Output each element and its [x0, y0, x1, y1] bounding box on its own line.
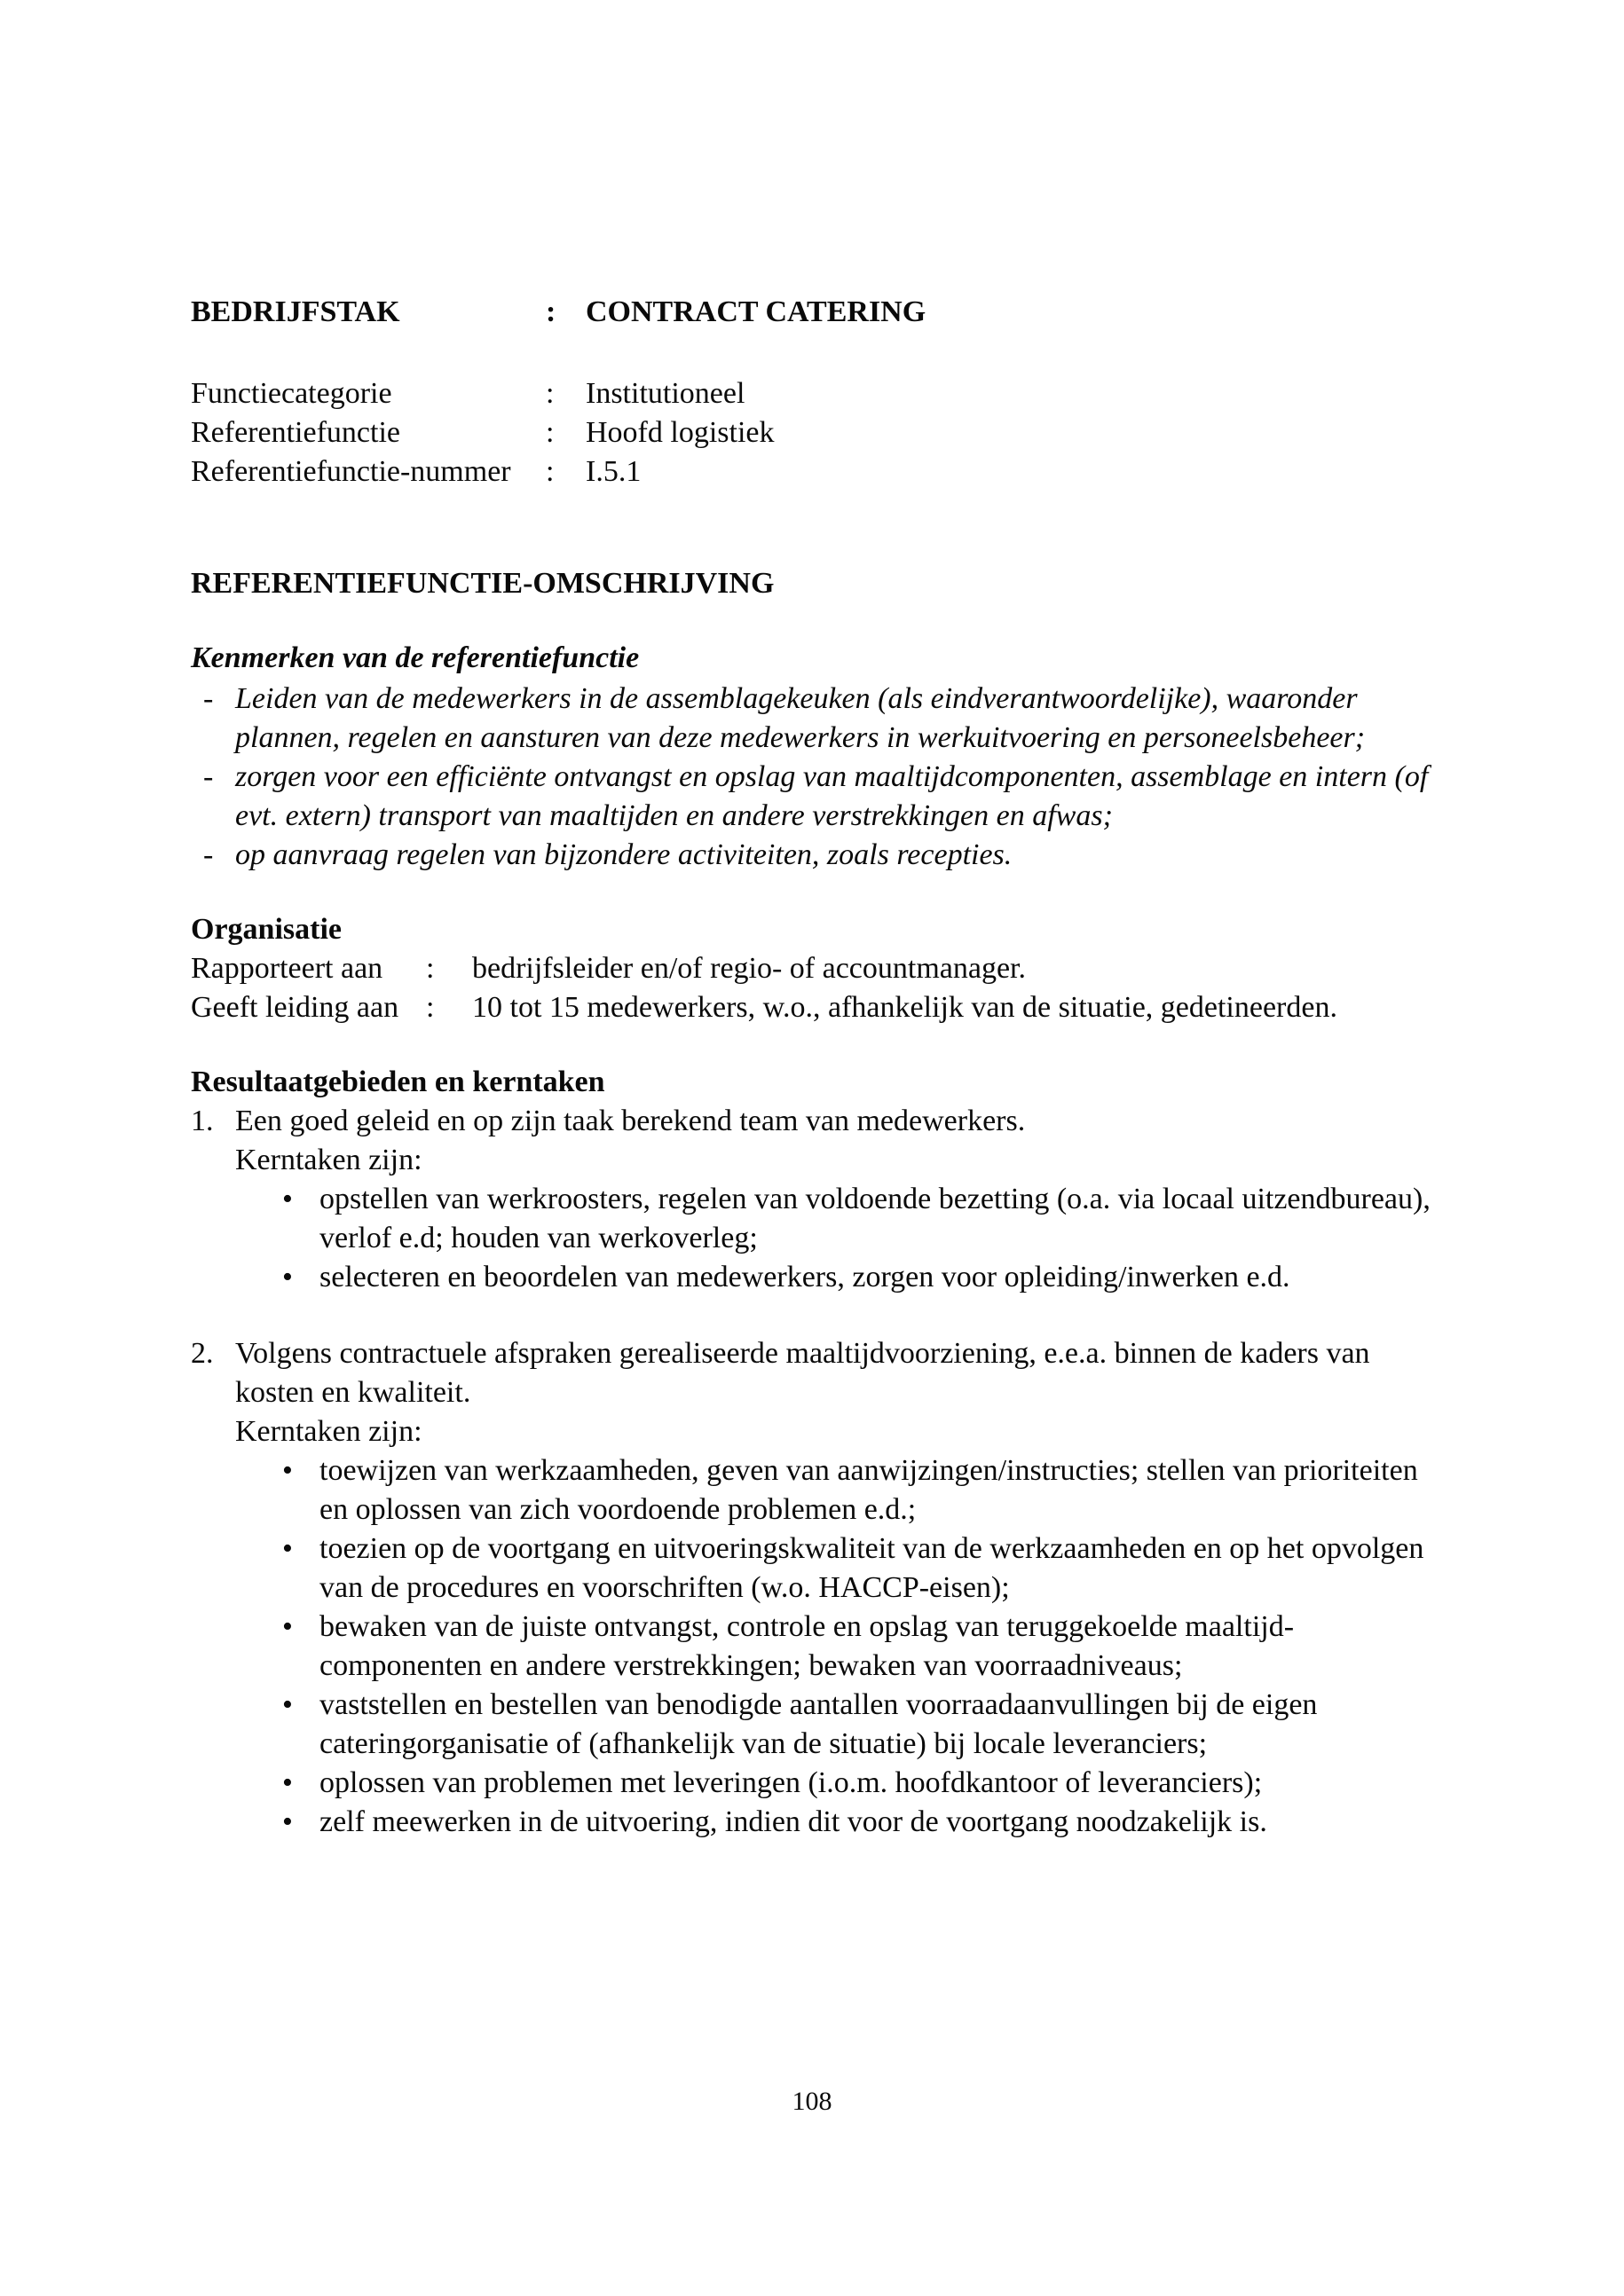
result-item-body — [235, 1102, 1438, 1297]
result-item-1 — [191, 1102, 1438, 1297]
bullet-item — [275, 1764, 1438, 1803]
colon-separator: : — [546, 455, 555, 488]
bullet-item — [275, 1529, 1438, 1608]
bullet-item — [275, 1686, 1438, 1764]
field-row-functiecategorie — [191, 374, 1438, 413]
org-value: bedrijfsleider en/of regio- of accountmanager. — [472, 952, 1027, 985]
dash-marker: - — [203, 682, 214, 715]
org-row-rapporteert — [191, 949, 1438, 988]
field-value: Institutioneel — [586, 377, 745, 410]
bullet-marker: • — [282, 1261, 293, 1293]
bullet-item — [275, 1258, 1438, 1297]
bullet-text: zelf meewerken in de uitvoering, indien dit voor de voortgang noodzakelijk is. — [319, 1805, 1267, 1838]
org-label: Geeft leiding aan — [191, 991, 399, 1024]
page-number: 108 — [792, 2087, 832, 2116]
field-label: Referentiefunctie — [191, 416, 400, 449]
bullet-marker: • — [282, 1532, 293, 1565]
bullet-text: oplossen van problemen met leveringen (i.o.m. hoofdkantoor of leveranciers); — [319, 1766, 1263, 1799]
colon-separator: : — [546, 377, 555, 410]
field-row-referentiefunctie-nummer — [191, 452, 1438, 491]
kerntaken-subheading: Kerntaken zijn: — [235, 1415, 422, 1448]
bedrijfstak-row — [191, 293, 1438, 332]
bullet-marker: • — [282, 1183, 293, 1215]
organisatie-heading: Organisatie — [191, 913, 342, 946]
colon-separator: : — [426, 952, 435, 985]
result-item-text: Volgens contractuele afspraken gerealiseerde maaltijdvoorziening, e.e.a. binnen de kaders van kosten en kwaliteit. — [235, 1337, 1370, 1409]
bullet-marker: • — [282, 1766, 293, 1799]
header-fields — [191, 374, 1438, 491]
dash-item-text: Leiden van de medewerkers in de assemblagekeuken (als eindverantwoordelijke), waaronder plannen, regelen en aansturen van deze medewerkers in werkuitvoering en personeelsbeheer; — [235, 682, 1366, 754]
field-label: Referentiefunctie-nummer — [191, 455, 511, 488]
bedrijfstak-label: BEDRIJFSTAK — [191, 295, 400, 328]
section-title-omschrijving: REFERENTIEFUNCTIE-OMSCHRIJVING — [191, 567, 775, 600]
item-number: 2. — [191, 1337, 214, 1370]
kerntaken-subheading: Kerntaken zijn: — [235, 1144, 422, 1176]
kenmerken-heading: Kenmerken van de referentiefunctie — [191, 641, 640, 674]
result-item-text: Een goed geleid en op zijn taak berekend team van medewerkers. — [235, 1105, 1026, 1137]
bullet-marker: • — [282, 1610, 293, 1643]
bullet-text: toezien op de voortgang en uitvoeringskwaliteit van de werkzaamheden en op het opvolgen van de procedures en voorschriften (w.o. HACCP-eisen); — [319, 1532, 1424, 1604]
bullet-item — [275, 1803, 1438, 1842]
kenmerken-list — [191, 680, 1438, 875]
result-item-2 — [191, 1334, 1438, 1842]
org-label: Rapporteert aan — [191, 952, 383, 985]
bullet-text: bewaken van de juiste ontvangst, controle en opslag van teruggekoelde maaltijd- componenten en andere verstrekkingen; bewaken van voorraadniveaus; — [319, 1610, 1295, 1682]
organisatie-section — [191, 910, 1438, 1027]
field-value: I.5.1 — [586, 455, 642, 488]
bullet-text: opstellen van werkroosters, regelen van voldoende bezetting (o.a. via locaal uitzendbureau), verlof e.d; houden van werkoverleg; — [319, 1183, 1431, 1254]
dash-item — [191, 836, 1438, 875]
dash-item — [191, 680, 1438, 758]
bullet-item — [275, 1180, 1438, 1258]
org-row-geeft-leiding — [191, 988, 1438, 1027]
bullet-list — [235, 1451, 1438, 1842]
bedrijfstak-value: CONTRACT CATERING — [586, 295, 926, 328]
org-value: 10 tot 15 medewerkers, w.o., afhankelijk van de situatie, gedetineerden. — [472, 991, 1337, 1024]
bullet-marker: • — [282, 1454, 293, 1487]
dash-item — [191, 758, 1438, 836]
dash-marker: - — [203, 760, 214, 793]
bullet-text: selecteren en beoordelen van medewerkers, zorgen voor opleiding/inwerken e.d. — [319, 1261, 1290, 1293]
field-value: Hoofd logistiek — [586, 416, 775, 449]
item-number: 1. — [191, 1105, 214, 1137]
bullet-marker: • — [282, 1805, 293, 1838]
field-label: Functiecategorie — [191, 377, 392, 410]
bullet-item — [275, 1608, 1438, 1686]
colon-separator: : — [426, 991, 435, 1024]
resultaat-heading: Resultaatgebieden en kerntaken — [191, 1065, 605, 1098]
dash-item-text: zorgen voor een efficiënte ontvangst en opslag van maaltijdcomponenten, assemblage en intern (of evt. extern) transport van maaltijden en andere verstrekkingen en afwas; — [235, 760, 1429, 832]
bullet-text: toewijzen van werkzaamheden, geven van aanwijzingen/instructies; stellen van prioriteiten en oplossen van zich voordoende problemen e.d.; — [319, 1454, 1418, 1526]
result-item-body — [235, 1334, 1438, 1842]
bullet-text: vaststellen en bestellen van benodigde aantallen voorraadaanvullingen bij de eigen cateringorganisatie of (afhankelijk van de situatie) bij locale leveranciers; — [319, 1688, 1318, 1760]
dash-marker: - — [203, 838, 214, 871]
dash-item-text: op aanvraag regelen van bijzondere activiteiten, zoals recepties. — [235, 838, 1013, 871]
bullet-item — [275, 1451, 1438, 1529]
bullet-list — [235, 1180, 1438, 1297]
field-row-referentiefunctie — [191, 413, 1438, 452]
bullet-marker: • — [282, 1688, 293, 1721]
colon-separator: : — [546, 295, 556, 328]
colon-separator: : — [546, 416, 555, 449]
